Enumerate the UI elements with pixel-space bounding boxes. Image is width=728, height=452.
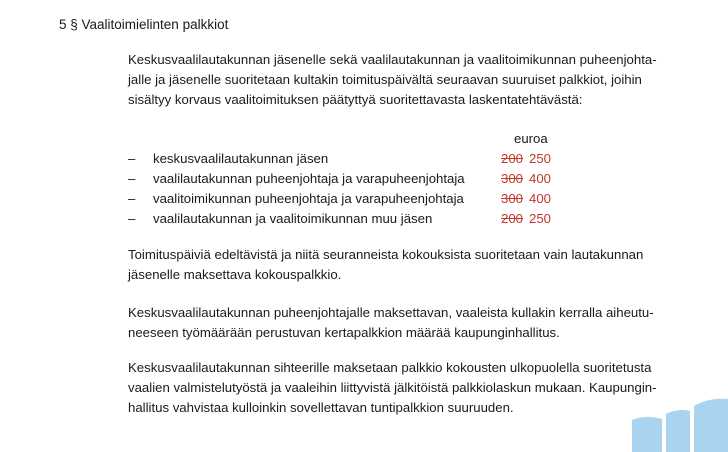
paragraph-line: jäsenelle maksettava kokouspalkkio. [128,267,342,282]
fee-new-amount: 250 [529,151,552,166]
paragraph-line: Toimituspäiviä edeltävistä ja niitä seuranneista kokouksista suoritetaan vain lautakunnan [128,247,644,262]
intro-line: Keskusvaalilautakunnan jäsenelle sekä vaalilautakunnan ja vaalitoimikunnan puheenjohta- [128,52,657,67]
wave-shape-right [694,399,728,452]
fee-new-amount: 400 [529,191,552,206]
wave-shape-left [632,417,662,452]
paragraph-line: Keskusvaalilautakunnan puheenjohtajalle maksettavan, vaaleista kullakin kerralla aiheutu- [128,305,654,320]
list-dash: – [128,171,136,186]
fee-role-label: vaalilautakunnan ja vaalitoimikunnan muu jäsen [153,211,433,226]
intro-line: jalle ja jäsenelle suoritetaan kultakin toimituspäivältä seuraavan suuruiset palkkiot, joihin [128,72,642,87]
fee-old-amount: 200 [501,151,524,166]
list-dash: – [128,151,136,166]
chair-fee-paragraph [128,303,676,343]
brand-wave-decoration [618,392,728,452]
fee-new-amount: 250 [529,211,552,226]
fee-row [128,189,558,209]
paragraph-line: hallitus vahvistaa kulloinkin sovellettavan tuntipalkkion suuruuden. [128,400,514,415]
list-dash: – [128,211,136,226]
fee-row [128,149,558,169]
section-title: 5 § Vaalitoimielinten palkkiot [59,17,229,32]
fee-new-amount: 400 [529,171,552,186]
wave-shape-middle [666,410,690,452]
intro-paragraph [128,50,676,110]
fee-old-amount: 300 [501,171,524,186]
fee-role-label: keskusvaalilautakunnan jäsen [153,151,329,166]
fee-old-amount: 200 [501,211,524,226]
fee-row [128,169,558,189]
paragraph-line: vaalien valmistelutyöstä ja vaaleihin liittyvistä jälkitöistä palkkiolaskun mukaan. Kaupungin- [128,380,657,395]
currency-unit-label: euroa [514,131,548,146]
fee-role-label: vaalilautakunnan puheenjohtaja ja varapuheenjohtaja [153,171,465,186]
fee-old-amount: 300 [501,191,524,206]
intro-line: sisältyy korvaus vaalitoimituksen päätyttyä suoritettavasta laskentatehtävästä: [128,92,583,107]
meeting-fee-paragraph [128,245,676,285]
fee-row [128,209,558,229]
paragraph-line: Keskusvaalilautakunnan sihteerille maksetaan palkkio kokousten ulkopuolella suoritetusta [128,360,652,375]
list-dash: – [128,191,136,206]
secretary-fee-paragraph [128,358,676,418]
paragraph-line: neeseen työmäärään perustuvan kertapalkkion määrää kaupunginhallitus. [128,325,560,340]
fee-role-label: vaalitoimikunnan puheenjohtaja ja varapuheenjohtaja [153,191,464,206]
